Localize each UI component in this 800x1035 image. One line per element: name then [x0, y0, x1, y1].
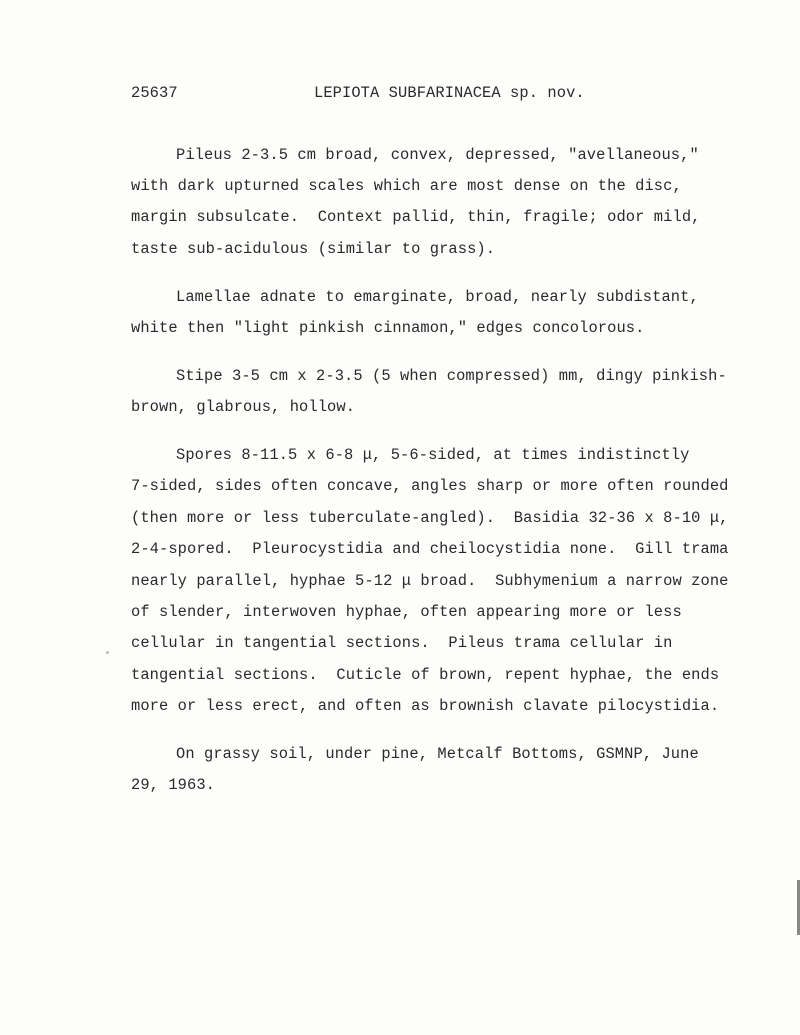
- paragraph-habitat-line: 29, 1963.: [131, 776, 216, 794]
- scan-speck: [106, 651, 109, 654]
- taxon-title: LEPIOTA SUBFARINACEA sp. nov.: [314, 84, 585, 102]
- paragraph-pileus-line: margin subsulcate. Context pallid, thin, fragile; odor mild,: [131, 208, 701, 226]
- paragraph-spores-line: more or less erect, and often as brownish clavate pilocystidia.: [131, 697, 720, 715]
- paragraph-pileus-line: with dark upturned scales which are most dense on the disc,: [131, 177, 682, 195]
- paragraph-spores-line: tangential sections. Cuticle of brown, repent hyphae, the ends: [131, 666, 720, 684]
- paragraph-habitat-line: On grassy soil, under pine, Metcalf Bottoms, GSMNP, June: [176, 745, 699, 763]
- paragraph-spores-line: 2-4-spored. Pleurocystidia and cheilocystidia none. Gill trama: [131, 540, 729, 558]
- paragraph-pileus-line: Pileus 2-3.5 cm broad, convex, depressed, "avellaneous,": [176, 146, 699, 164]
- paragraph-spores-line: cellular in tangential sections. Pileus trama cellular in: [131, 634, 673, 652]
- paragraph-spores-line: (then more or less tuberculate-angled). Basidia 32-36 x 8-10 μ,: [131, 509, 729, 527]
- paragraph-spores-line: nearly parallel, hyphae 5-12 μ broad. Subhymenium a narrow zone: [131, 572, 729, 590]
- paragraph-lamellae-line: white then "light pinkish cinnamon," edges concolorous.: [131, 319, 645, 337]
- paragraph-pileus-line: taste sub-acidulous (similar to grass).: [131, 240, 496, 258]
- paragraph-stipe-line: brown, glabrous, hollow.: [131, 398, 356, 416]
- paragraph-spores-line: 7-sided, sides often concave, angles sharp or more often rounded: [131, 477, 729, 495]
- specimen-number: 25637: [131, 84, 178, 102]
- paragraph-stipe-line: Stipe 3-5 cm x 2-3.5 (5 when compressed) mm, dingy pinkish-: [176, 367, 727, 385]
- paragraph-spores-line: Spores 8-11.5 x 6-8 μ, 5-6-sided, at times indistinctly: [176, 446, 690, 464]
- paragraph-lamellae-line: Lamellae adnate to emarginate, broad, nearly subdistant,: [176, 288, 699, 306]
- paragraph-spores-line: of slender, interwoven hyphae, often appearing more or less: [131, 603, 682, 621]
